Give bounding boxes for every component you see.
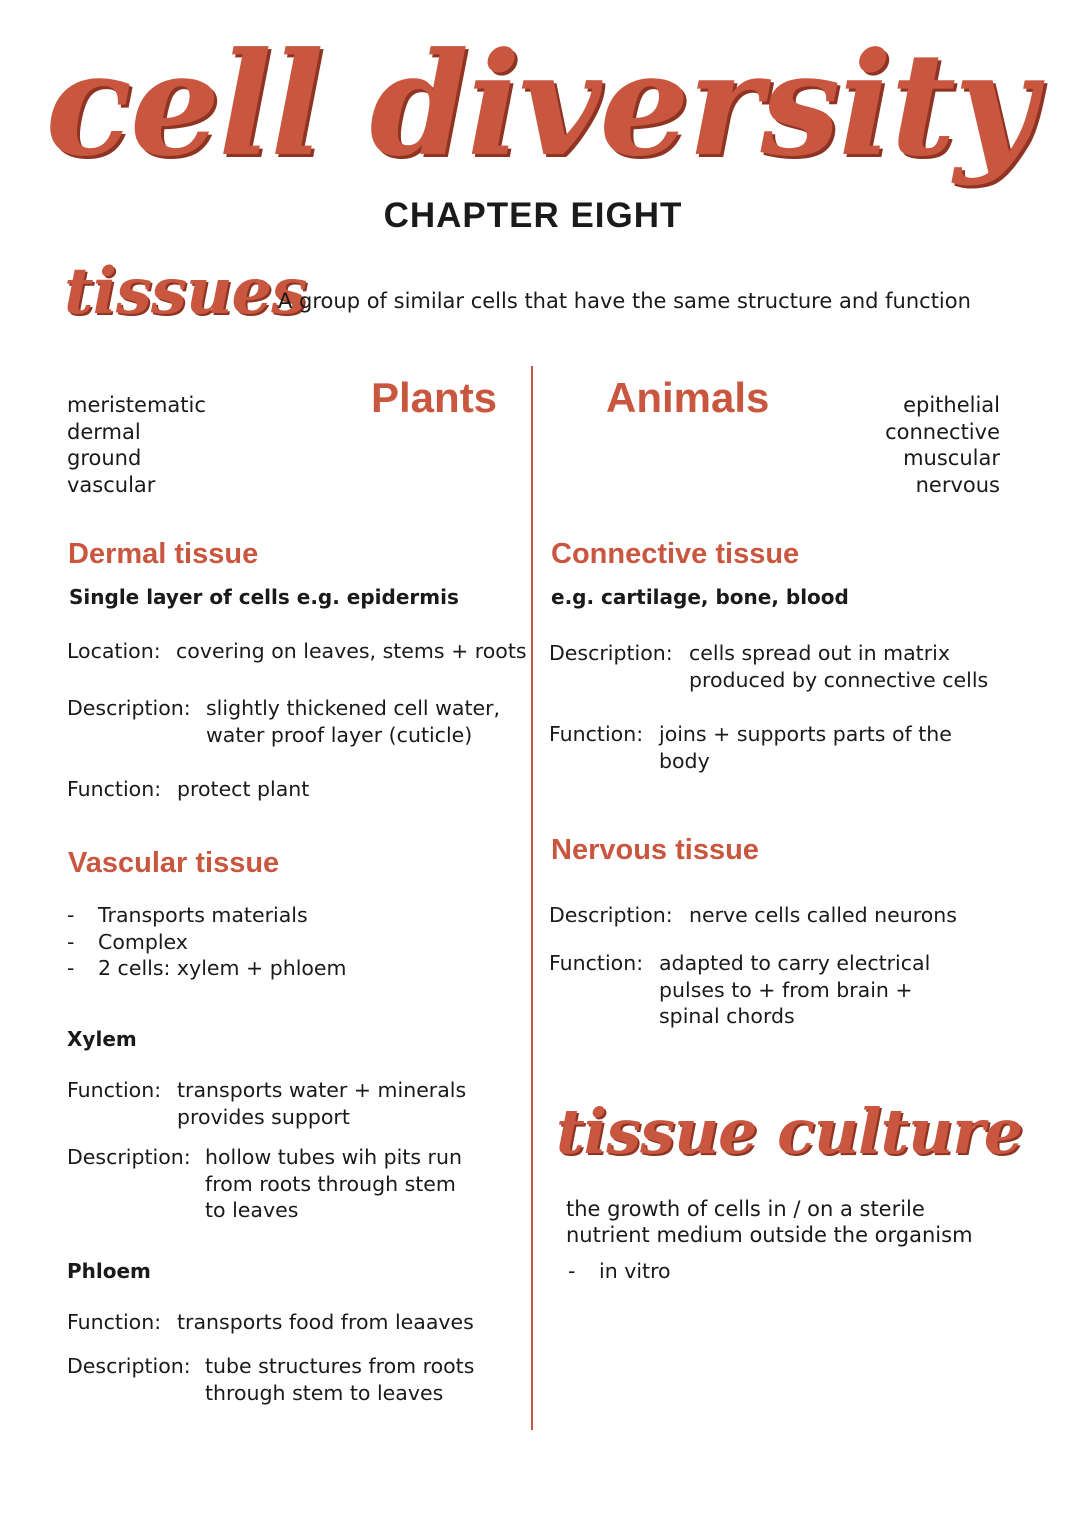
- description-line: hollow tubes wih pits run: [205, 1145, 462, 1169]
- list-item: muscular: [903, 446, 1000, 470]
- chapter-subtitle: CHAPTER EIGHT: [383, 196, 683, 235]
- tissue-culture-definition-line: nutrient medium outside the organism: [566, 1223, 973, 1247]
- xylem-heading: Xylem: [67, 1027, 137, 1051]
- page-title: cell diversity: [45, 22, 1035, 188]
- function-line: provides support: [177, 1104, 350, 1129]
- description-line: water proof layer (cuticle): [206, 722, 473, 747]
- animal-types-list: [885, 392, 1000, 498]
- description-label: Description:: [549, 641, 673, 665]
- description-label: Description:: [549, 903, 673, 927]
- function-line: joins + supports parts of the: [659, 722, 952, 746]
- description-line: through stem to leaves: [205, 1380, 444, 1405]
- function-label: Function:: [549, 722, 644, 746]
- location-label: Location:: [67, 639, 161, 663]
- function-line: body: [659, 748, 710, 773]
- description-line: from roots through stem: [205, 1171, 456, 1196]
- list-item: - Transports materials: [67, 902, 347, 929]
- tissues-heading: tissues: [64, 254, 307, 329]
- list-item: ground: [67, 446, 142, 470]
- location-value: covering on leaves, stems + roots: [176, 639, 527, 663]
- tissue-culture-points: [568, 1258, 671, 1285]
- column-divider: [531, 366, 533, 1430]
- vascular-points: [67, 902, 347, 982]
- plant-types-list: [67, 392, 206, 498]
- phloem-heading: Phloem: [67, 1259, 151, 1283]
- plants-heading: Plants: [371, 374, 498, 421]
- nervous-tissue-heading: Nervous tissue: [551, 834, 759, 866]
- function-value: protect plant: [177, 777, 310, 801]
- function-line: transports water + minerals: [177, 1078, 467, 1102]
- connective-summary: e.g. cartilage, bone, blood: [551, 585, 849, 609]
- description-label: Description:: [67, 696, 191, 720]
- function-line: adapted to carry electrical: [659, 951, 931, 975]
- function-label: Function:: [549, 951, 644, 975]
- list-item: nervous: [915, 472, 1000, 497]
- list-item: - 2 cells: xylem + phloem: [67, 955, 347, 982]
- description-line: slightly thickened cell water,: [206, 696, 501, 720]
- description-label: Description:: [67, 1354, 191, 1378]
- description-line: cells spread out in matrix: [689, 641, 950, 665]
- connective-tissue-heading: Connective tissue: [551, 538, 800, 570]
- tissue-culture-definition-line: the growth of cells in / on a sterile: [566, 1197, 925, 1221]
- dermal-tissue-heading: Dermal tissue: [68, 538, 259, 570]
- list-item: meristematic: [67, 393, 206, 417]
- function-line: pulses to + from brain +: [659, 977, 913, 1002]
- function-line: spinal chords: [659, 1004, 795, 1028]
- animals-heading: Animals: [606, 374, 770, 421]
- description-value: nerve cells called neurons: [689, 903, 957, 927]
- dermal-summary: Single layer of cells e.g. epidermis: [69, 585, 459, 609]
- list-item: dermal: [67, 419, 141, 444]
- function-label: Function:: [67, 777, 162, 801]
- list-item: - Complex: [67, 929, 347, 956]
- function-value: transports food from leaaves: [177, 1310, 474, 1334]
- list-item: connective: [885, 419, 1000, 444]
- description-line: produced by connective cells: [689, 667, 989, 692]
- tissue-culture-heading: tissue culture: [556, 1095, 1023, 1168]
- function-label: Function:: [67, 1078, 162, 1102]
- description-line: to leaves: [205, 1198, 299, 1222]
- tissues-definition: A group of similar cells that have the same structure and function: [278, 289, 971, 313]
- list-item: - in vitro: [568, 1258, 671, 1285]
- description-label: Description:: [67, 1145, 191, 1169]
- vascular-tissue-heading: Vascular tissue: [68, 847, 280, 879]
- function-label: Function:: [67, 1310, 162, 1334]
- list-item: vascular: [67, 472, 156, 497]
- list-item: epithelial: [903, 393, 1000, 417]
- description-line: tube structures from roots: [205, 1354, 475, 1378]
